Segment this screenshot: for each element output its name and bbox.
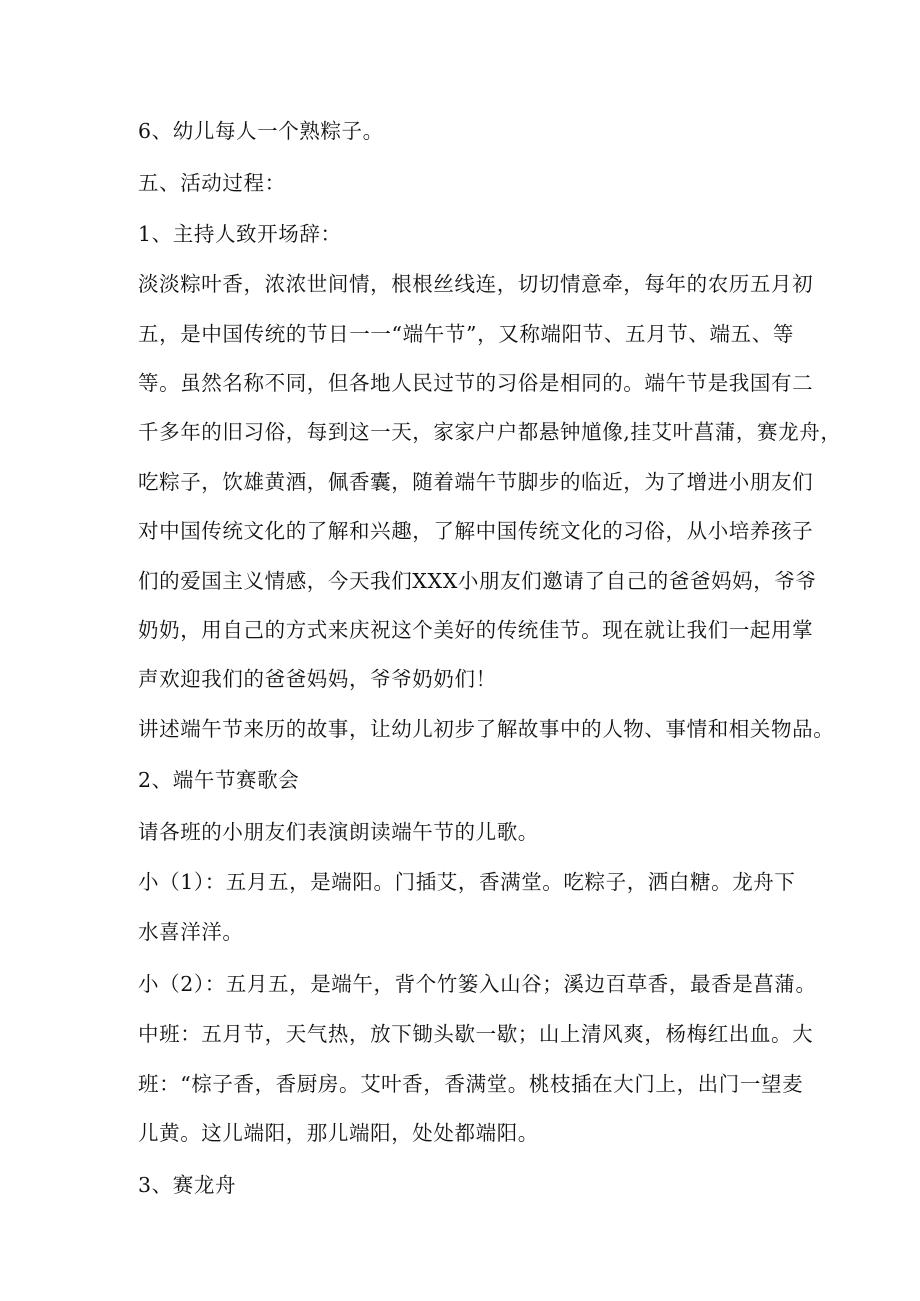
rhyme-line-small-1-cont: 水喜洋洋。 (138, 920, 244, 944)
paragraph-line: 声欢迎我们的爸爸妈妈，爷爷奶奶们！ (138, 667, 497, 691)
paragraph-line: 五，是中国传统的节日一一“端午节”，又称端阳节、五月节、端五、等 (138, 322, 794, 346)
paragraph-line: 淡淡粽叶香，浓浓世间情，根根丝线连，切切情意牵，每年的农历五月初 (138, 272, 814, 296)
step-heading-opening: 1、主持人致开场辞： (138, 222, 342, 246)
paragraph-line: 等。虽然名称不同，但各地人民过节的习俗是相同的。端午节是我国有二 (138, 371, 814, 395)
rhyme-line-big: 班：“棕子香，香厨房。艾叶香，香满堂。桃枝插在大门上，出门一望麦 (138, 1072, 804, 1096)
step-heading-dragon-boat: 3、赛龙舟 (138, 1173, 237, 1197)
rhyme-line-small-1: 小（1）：五月五，是端阳。门插艾，香满堂。吃粽子，洒白糖。龙舟下 (138, 870, 796, 894)
step-heading-song-contest: 2、端午节赛歌会 (138, 768, 300, 792)
paragraph-line: 奶奶，用自己的方式来庆祝这个美好的传统佳节。现在就让我们一起用掌 (138, 618, 814, 642)
paragraph-line: 千多年的旧习俗，每到这一天，家家户户都悬钟馗像,挂艾叶菖蒲，赛龙舟， (138, 420, 842, 444)
text-line-materials-6: 6、幼儿每人一个熟粽子。 (138, 119, 384, 143)
paragraph-line-story: 讲述端午节来历的故事，让幼儿初步了解故事中的人物、事情和相关物品。 (138, 717, 835, 741)
rhyme-line-middle: 中班：五月节，天气热，放下锄头歇一歇；山上清风爽，杨梅红出血。大 (138, 1022, 814, 1046)
rhyme-line-small-2: 小（2）：五月五，是端午，背个竹篓入山谷；溪边百草香，最香是菖蒲。 (138, 972, 817, 996)
text-line: 请各班的小朋友们表演朗读端午节的儿歌。 (138, 820, 539, 844)
section-heading-process: 五、活动过程： (138, 171, 286, 195)
paragraph-line: 吃粽子，饮雄黄酒，佩香囊，随着端午节脚步的临近，为了增进小朋友们 (138, 470, 814, 494)
paragraph-line: 对中国传统文化的了解和兴趣，了解中国传统文化的习俗，从小培养孩子 (138, 519, 814, 543)
paragraph-line: 们的爱国主义情感，今天我们XXX小朋友们邀请了自己的爸爸妈妈，爷爷 (138, 569, 817, 593)
rhyme-line-big-cont: 儿黄。这儿端阳，那儿端阳，处处都端阳。 (138, 1121, 539, 1145)
